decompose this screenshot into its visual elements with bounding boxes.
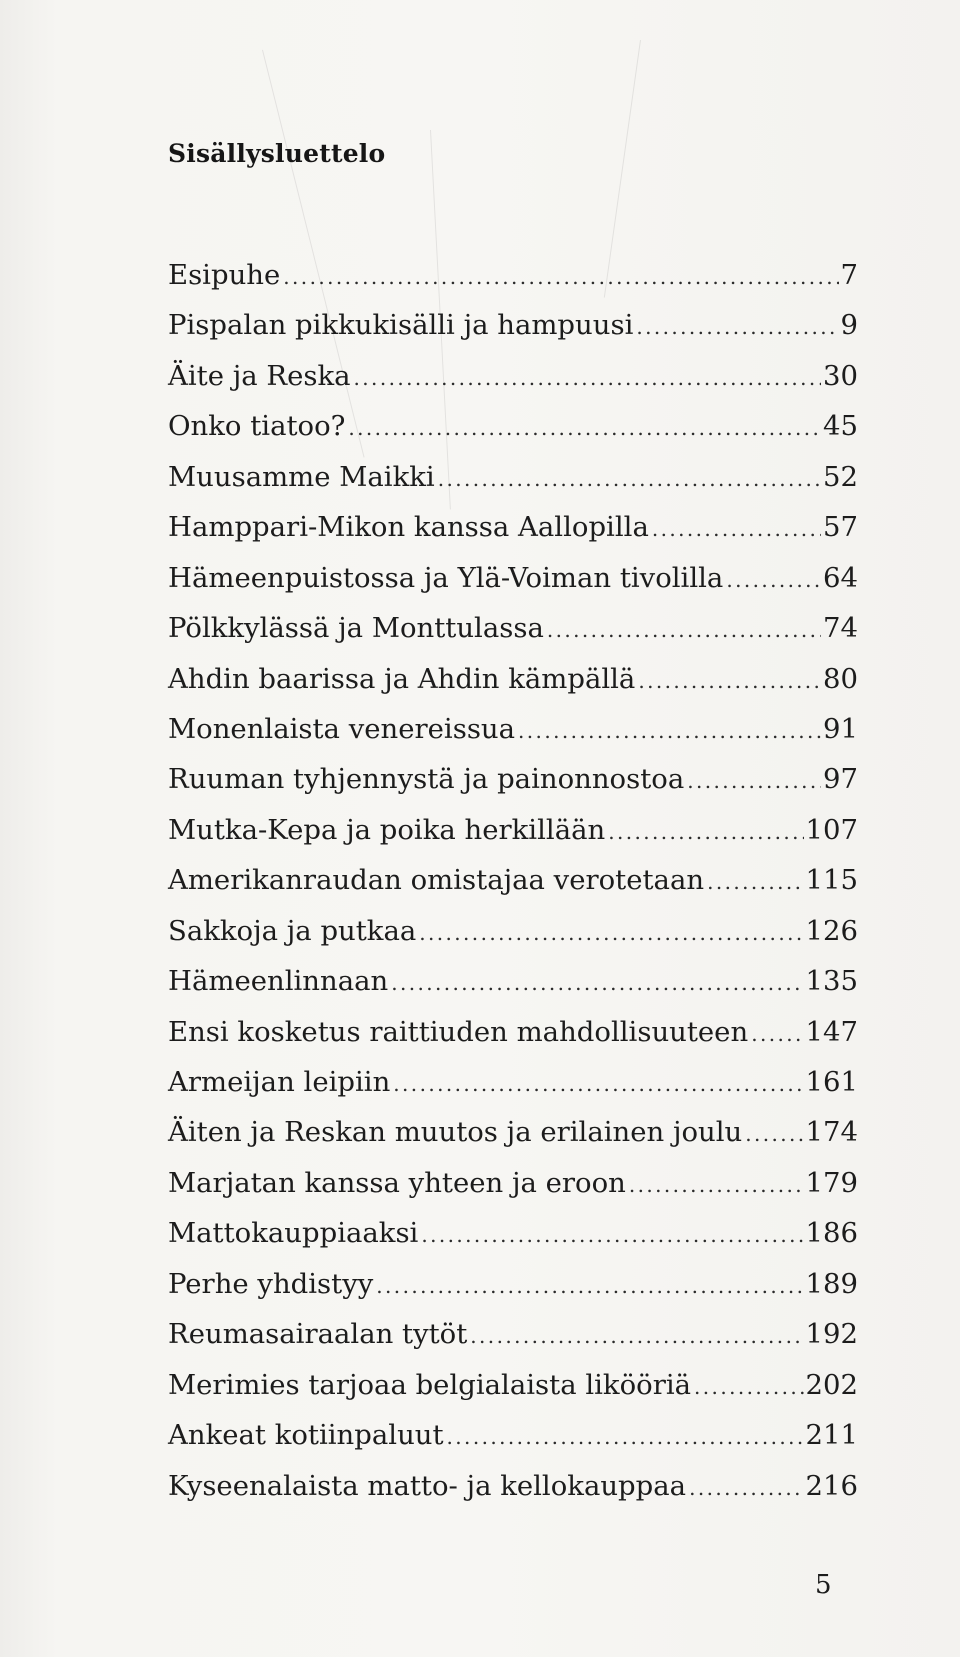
toc-entry-title: Ruuman tyhjennystä ja painonnostoa: [168, 763, 685, 796]
dot-leader: [638, 656, 821, 706]
toc-entry-page: 147: [805, 1015, 858, 1048]
toc-entry: [168, 1007, 858, 1057]
toc-entry-title: Hämeenlinnaan: [168, 965, 389, 998]
dot-leader: [687, 756, 821, 806]
toc-entry-title: Amerikanraudan omistajaa verotetaan: [168, 864, 705, 897]
toc-entry-title: Perhe yhdistyy: [168, 1267, 374, 1300]
toc-entry-title: Ensi kosketus raittiuden mahdollisuuteen: [168, 1015, 749, 1048]
toc-entry-title: Äiten ja Reskan muutos ja erilainen joulu: [168, 1116, 743, 1149]
toc-entry-page: 161: [805, 1066, 858, 1098]
toc-entry-title: Mutka-Kepa ja poika herkillään: [168, 813, 606, 846]
toc-entry-title: Ankeat kotiinpaluut: [168, 1419, 444, 1452]
toc-entry-page: 45: [823, 410, 858, 443]
toc-entry-title: Armeijan leipiin: [168, 1066, 391, 1098]
toc-entry-page: 91: [823, 712, 858, 745]
toc-entry-title: Pispalan pikkukisälli ja hampuusi: [168, 309, 634, 342]
table-of-contents: [168, 250, 858, 1511]
dot-leader: [348, 403, 821, 453]
toc-entry-title: Esipuhe: [168, 259, 281, 291]
toc-entry-page: 179: [805, 1166, 858, 1199]
toc-entry: [168, 1057, 858, 1107]
toc-entry: [168, 704, 858, 754]
toc-entry-page: 202: [805, 1368, 858, 1401]
dot-leader: [518, 706, 821, 756]
dot-leader: [393, 1059, 803, 1109]
toc-entry-title: Reumasairaalan tytöt: [168, 1318, 468, 1351]
toc-entry: [168, 401, 858, 451]
toc-entry-page: 74: [823, 612, 858, 645]
page-title: Sisällysluettelo: [168, 138, 386, 168]
dot-leader: [652, 504, 821, 554]
dot-leader: [694, 1362, 803, 1412]
toc-entry-title: Merimies tarjoaa belgialaista likööriä: [168, 1368, 692, 1401]
toc-entry-title: Mattokauppiaaksi: [168, 1217, 419, 1250]
toc-entry: [168, 654, 858, 704]
dot-leader: [470, 1311, 803, 1361]
toc-entry-page: 30: [823, 359, 858, 392]
toc-entry-page: 174: [805, 1116, 858, 1149]
toc-entry-page: 64: [823, 561, 858, 594]
toc-entry: [168, 855, 858, 905]
toc-entry: [168, 502, 858, 552]
toc-entry-page: 189: [805, 1267, 858, 1300]
page-number: 5: [815, 1570, 832, 1600]
toc-entry-page: 97: [823, 763, 858, 796]
dot-leader: [376, 1261, 803, 1311]
toc-entry: [168, 1158, 858, 1208]
toc-entry-page: 7: [840, 259, 858, 291]
dot-leader: [608, 807, 803, 857]
dot-leader: [421, 1210, 803, 1260]
toc-entry: [168, 250, 858, 300]
toc-entry-title: Pölkkylässä ja Monttulassa: [168, 612, 544, 645]
toc-entry-page: 9: [840, 309, 858, 342]
toc-entry-title: Marjatan kanssa yhteen ja eroon: [168, 1166, 626, 1199]
dot-leader: [547, 605, 821, 655]
toc-entry: [168, 805, 858, 855]
toc-entry: [168, 1461, 858, 1511]
dot-leader: [726, 555, 821, 605]
toc-entry: [168, 906, 858, 956]
dot-leader: [707, 857, 803, 907]
dot-leader: [689, 1463, 803, 1513]
toc-entry-title: Ahdin baarissa ja Ahdin kämpällä: [168, 662, 636, 695]
dot-leader: [283, 252, 838, 302]
toc-entry-title: Hamppari-Mikon kanssa Aallopilla: [168, 511, 649, 544]
toc-entry-page: 80: [823, 662, 858, 695]
toc-entry: [168, 1208, 858, 1258]
dot-leader: [636, 302, 838, 352]
toc-entry: [168, 754, 858, 804]
dot-leader: [745, 1109, 803, 1159]
toc-entry-page: 52: [823, 460, 858, 493]
toc-entry-page: 107: [805, 813, 858, 846]
toc-entry-page: 57: [823, 511, 858, 544]
toc-entry-page: 186: [805, 1217, 858, 1250]
dot-leader: [751, 1009, 803, 1059]
toc-entry: [168, 1410, 858, 1460]
toc-entry-title: Äite ja Reska: [168, 359, 351, 392]
toc-entry-title: Monenlaista venereissua: [168, 712, 516, 745]
toc-entry-title: Onko tiatoo?: [168, 410, 346, 443]
toc-entry: [168, 351, 858, 401]
toc-entry: [168, 603, 858, 653]
toc-entry-page: 115: [805, 864, 858, 897]
toc-entry: [168, 1309, 858, 1359]
toc-entry-title: Kyseenalaista matto- ja kellokauppaa: [168, 1469, 687, 1502]
toc-entry-page: 126: [805, 914, 858, 947]
toc-entry: [168, 553, 858, 603]
toc-entry: [168, 452, 858, 502]
dot-leader: [391, 958, 803, 1008]
dot-leader: [438, 454, 821, 504]
dot-leader: [629, 1160, 804, 1210]
toc-entry-page: 211: [805, 1419, 858, 1452]
toc-entry: [168, 956, 858, 1006]
toc-entry: [168, 1107, 858, 1157]
toc-entry: [168, 1360, 858, 1410]
toc-entry-page: 216: [805, 1469, 858, 1502]
toc-entry-title: Sakkoja ja putkaa: [168, 914, 417, 947]
dot-leader: [354, 353, 821, 403]
dot-leader: [419, 908, 803, 958]
toc-entry-page: 135: [805, 965, 858, 998]
toc-entry-title: Hämeenpuistossa ja Ylä-Voiman tivolilla: [168, 561, 724, 594]
toc-entry-title: Muusamme Maikki: [168, 460, 435, 493]
toc-entry: [168, 300, 858, 350]
dot-leader: [447, 1412, 804, 1462]
toc-entry: [168, 1259, 858, 1309]
toc-entry-page: 192: [805, 1318, 858, 1351]
